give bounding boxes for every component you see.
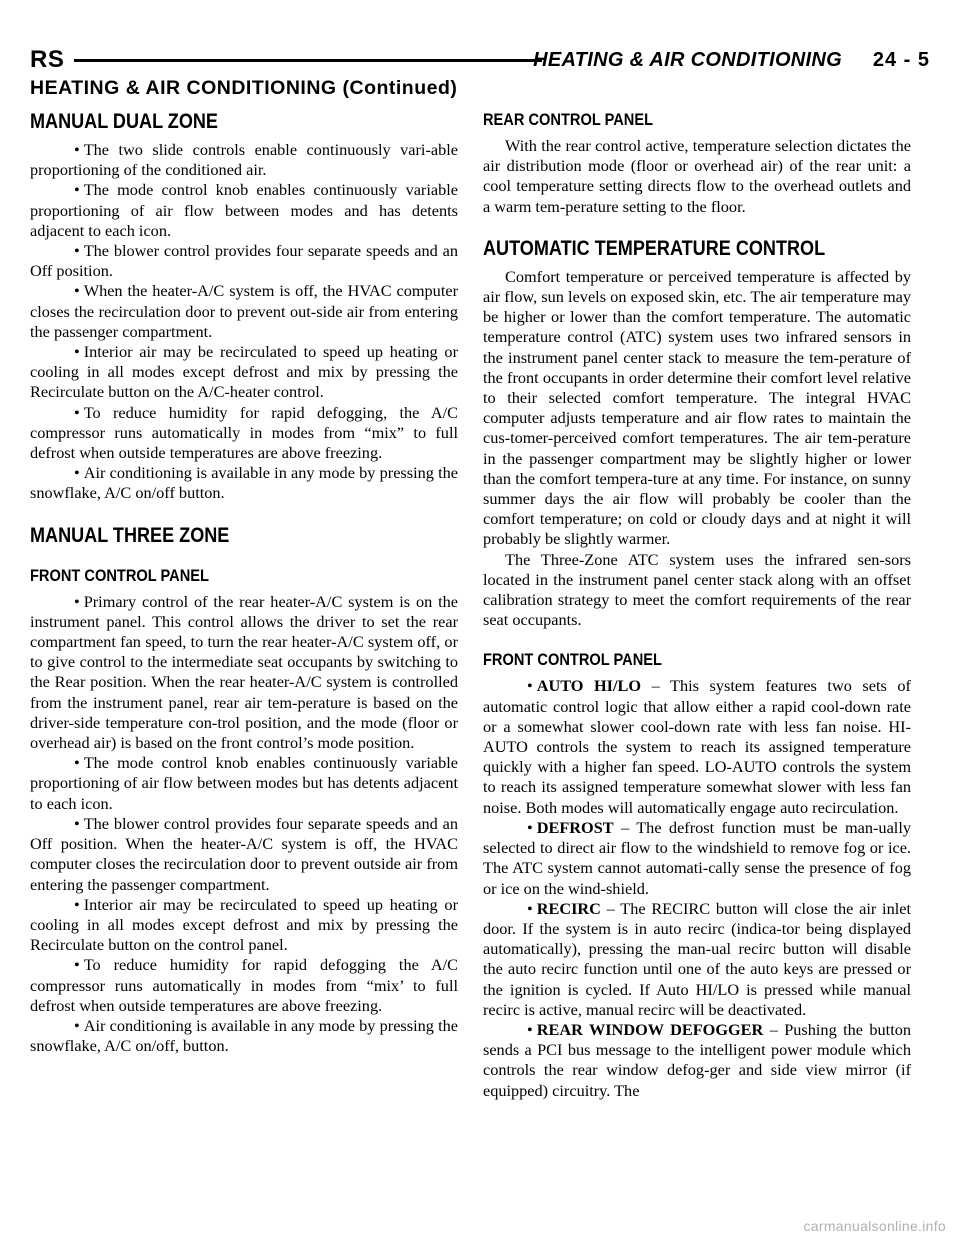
bullet-icon: • xyxy=(74,402,80,422)
bullet-icon: • xyxy=(74,955,80,975)
header-code: RS xyxy=(30,46,65,73)
bullet-item: • To reduce humidity for rapid defogging the A/C compressor runs automatically in modes from “mix’ to full defrost when outside temperatures are above freezing. xyxy=(30,955,458,1015)
bullet-item: • The blower control provides four separate speeds and an Off position. When the heater-A/C system is off, the HVAC computer closes the recirculation door to prevent outside air from entering the passenger compartment. xyxy=(30,813,458,894)
bullet-icon: • xyxy=(74,753,80,773)
bullet-icon: • xyxy=(527,817,533,837)
feature-term: REAR WINDOW DEFOGGER xyxy=(536,1019,764,1039)
bullet-item: • The two slide controls enable continuously vari-able proportioning of the conditioned air. xyxy=(30,140,458,180)
feature-term: RECIRC xyxy=(536,898,601,918)
atc-paragraph-2: The Three-Zone ATC system uses the infrared sen-sors located in the instrument panel center stack along with an offset calibration strategy to meet the comfort requirements of the rear seat occupants. xyxy=(483,549,911,630)
bullet-icon: • xyxy=(527,676,533,696)
header-section-title: HEATING & AIR CONDITIONING xyxy=(533,49,842,71)
continued-title: HEATING & AIR CONDITIONING (Continued) xyxy=(30,77,458,99)
feature-item: • RECIRC – The RECIRC button will close the air inlet door. If the system is in auto recirc (indica-tor being displayed automatically), pressing the man-ual recirc button will disable the auto recirc function until one of the auto keys are pressed or the ignition is cycled. If Auto HI/LO is pressed while manual recirc is active, manual recirc will be deactivated. xyxy=(483,898,911,1019)
bullet-item: • The blower control provides four separate speeds and an Off position. xyxy=(30,241,458,281)
bullet-item: • When the heater-A/C system is off, the HVAC computer closes the recirculation door to prevent out-side air from entering the passenger compartment. xyxy=(30,281,458,341)
page-number: 24 - 5 xyxy=(872,49,930,71)
bullet-icon: • xyxy=(74,463,80,483)
feature-item: • REAR WINDOW DEFOGGER – Pushing the button sends a PCI bus message to the intelligent power module which controls the rear window defog-ger and side view mirror (if equipped) circuitry. The xyxy=(483,1019,911,1100)
bullet-icon: • xyxy=(74,180,80,200)
bullet-icon: • xyxy=(74,281,80,301)
atc-paragraph-1: Comfort temperature or perceived temperature is affected by air flow, sun levels on exposed skin, etc. The air temperature may be higher or lower than the comfort temperature. The automatic temperature control (ATC) system uses two infrared sensors in the instrument panel center stack to measure the tem-perature of the front occupants in order determine their comfort level relative to their selected comfort temperature. The integral HVAC computer adjusts temperature and air flow rates to maintain the cus-tomer-perceived comfort temperatures. The air tem-perature in the passenger compartment may be slightly higher or lower than the comfort tempera-ture at any time. For instance, on sunny summer days the air flow will probably be cooler than the comfort temperature; on cold or cloudy days and at night it will probably be slightly warmer. xyxy=(483,266,911,549)
bullet-icon: • xyxy=(74,813,80,833)
bullet-item: • To reduce humidity for rapid defogging, the A/C compressor runs automatically in modes from “mix” to full defrost when outside temperatures are above freezing. xyxy=(30,402,458,463)
rear-control-text: With the rear control active, temperature selection dictates the air distribution mode (floor or overhead air) of the rear unit: a cool temperature setting directs flow to the overhead outlets and a warm tem-perature setting to the floor. xyxy=(483,136,911,216)
page-header xyxy=(30,44,930,76)
bullet-icon: • xyxy=(74,591,80,611)
feature-item: • DEFROST – The defrost function must be man-ually selected to direct air flow to the windshield to remove fog or ice. The ATC system cannot automati-cally sense the presence of fog or ice on the wind-shield. xyxy=(483,817,911,898)
feature-term: DEFROST xyxy=(536,817,614,837)
right-column xyxy=(483,108,911,1101)
subheading-front-control-panel: FRONT CONTROL PANEL xyxy=(30,565,209,585)
heading-front-control-panel: FRONT CONTROL PANEL xyxy=(483,650,662,670)
left-column xyxy=(30,108,458,1056)
bullet-item: • The mode control knob enables continuously variable proportioning of air flow between modes and has detents adjacent to each icon. xyxy=(30,180,458,240)
heading-manual-dual-zone: MANUAL DUAL ZONE xyxy=(30,110,218,133)
bullet-icon: • xyxy=(74,1015,80,1035)
bullet-icon: • xyxy=(74,241,80,261)
bullet-item: • Air conditioning is available in any mode by pressing the snowflake, A/C on/off button. xyxy=(30,463,458,503)
bullet-icon: • xyxy=(527,898,533,918)
feature-item: • AUTO HI/LO – This system features two sets of automatic control logic that allow either a rapid cool-down rate or a somewhat slower cool-down rate with less fan noise. HI-AUTO controls the system to reach its assigned temperature quickly with a higher fan speed. LO-AUTO controls the system to reach its assigned temperature somewhat slower with less fan noise. Both modes will automatically engage auto recirculation. xyxy=(483,676,911,817)
header-rule xyxy=(74,59,542,62)
watermark: carmanualsonline.info xyxy=(803,1218,946,1234)
bullet-item: • Interior air may be recirculated to speed up heating or cooling in all modes except defrost and mix by pressing the Recirculate button on the control panel. xyxy=(30,894,458,955)
heading-atc: AUTOMATIC TEMPERATURE CONTROL xyxy=(483,236,826,260)
bullet-item: • Air conditioning is available in any mode by pressing the snowflake, A/C on/off, button. xyxy=(30,1015,458,1056)
bullet-icon: • xyxy=(527,1019,533,1039)
bullet-icon: • xyxy=(74,140,80,159)
heading-rear-control-panel: REAR CONTROL PANEL xyxy=(483,110,654,129)
bullet-item: • The mode control knob enables continuously variable proportioning of air flow between modes but has detents adjacent to each icon. xyxy=(30,753,458,813)
feature-term: AUTO HI/LO xyxy=(536,676,642,696)
bullet-icon: • xyxy=(74,342,80,362)
bullet-item: • Interior air may be recirculated to speed up heating or cooling in all modes except defrost and mix by pressing the Recirculate button on the A/C-heater control. xyxy=(30,342,458,402)
bullet-item: • Primary control of the rear heater-A/C system is on the instrument panel. This control allows the driver to set the rear compartment fan speed, to turn the rear heater-A/C system off, or to give control to the intermediate seat occupants by switching to the Rear position. When the rear heater-A/C system is controlled from the instrument panel, rear air tem-perature is based on the driver-side temperature con-trol position, and the mode (floor or overhead air) is based on the front control’s mode position. xyxy=(30,591,458,753)
heading-manual-three-zone: MANUAL THREE ZONE xyxy=(30,523,230,547)
bullet-icon: • xyxy=(74,894,80,914)
